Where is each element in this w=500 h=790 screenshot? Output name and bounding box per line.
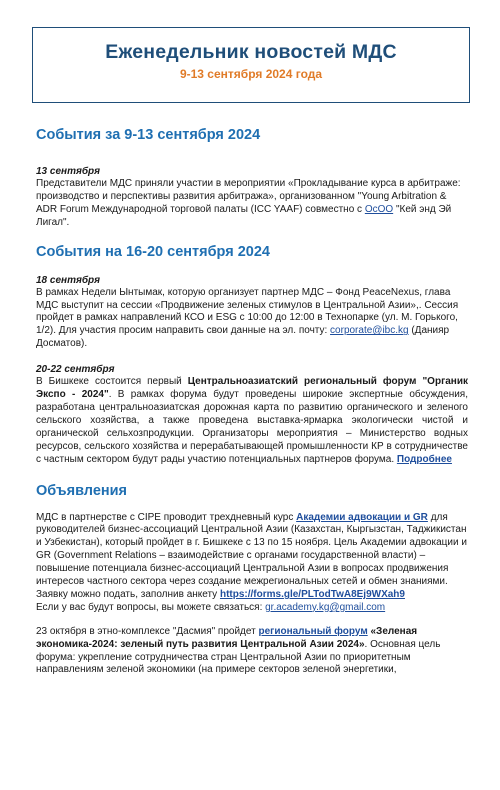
event-text-part: Представители МДС приняли участии в мероприятии «Прокладывание курса в арбитраже: производство и перспективы развития арбитража», организованном "Young Arbitration & ADR Forum Международной торговой палаты (ICC YAAF) совместно с (36, 178, 461, 215)
announcement-text (36, 512, 468, 589)
announcement-text-part: 23 октября в этно-комплексе "Дасмия" пройдет (36, 625, 259, 637)
contact-line (36, 602, 468, 615)
forum-name: Центральноазиатский региональный форум "Органик Экспо - 2024" (36, 376, 468, 401)
event-text-part: (Данияр Досматов). (36, 325, 450, 350)
event-text-part: . В рамках форума будут проведены широкие экспертные обсуждения, разработана центральноазиатская дорожная карта по развитию органического и зеленого сельского хозяйства, а также проведена выставка-ярмарка экологически чистой и органической сельхозпродукции. Организаторы мероприятия – Министерство водных ресурсов, сельского хозяйства и перерабатывающей промышленности КР в сотрудничестве с частным сектором будут рады участию потенциальных партнеров форума. (36, 389, 468, 465)
email-link[interactable]: corporate@ibc.kg (330, 325, 409, 337)
event-text-part: В Бишкеке состоится первый (36, 376, 188, 388)
event-text-part: В рамках Недели Ынтымак, которую организует партнер МДС – Фонд PeaceNexus, глава МДС выступит на сессии «Продвижение зеленых стимулов в Центральной Азии»,. Сессия пройдет в рамках направлений КСО и ESG с 10:00 до 12:00 в Технопарке (ул. М. Горького, 1/2). Для участия просим направить свои данные на эл. почту: (36, 286, 459, 337)
contact-text: Если у вас будут вопросы, вы можете связаться: (36, 601, 266, 613)
event-date: 18 сентября (36, 274, 101, 286)
contact-email-link[interactable]: gr.academy.kg@gmail.com (265, 601, 386, 613)
section-title-announcements: Объявления (36, 482, 128, 499)
event-text (36, 287, 468, 352)
event-text-part: "Кей энд Эй Лигал". (36, 203, 452, 228)
forum-title: «Зеленая экономика-2024: зеленый путь развития Центральной Азии 2024» (36, 625, 418, 650)
academy-link[interactable]: Академии адвокации и GR (296, 511, 428, 523)
announcement-text-part: для руководителей бизнес-ассоциаций Центральной Азии (Казахстан, Кыргызстан, Таджикистан и Узбекистан), который пройдет в г. Бишкеке с 13 по 15 ноября. Цель Академии адвокации и GR (Government Relations – взаимодействие с органами государственной власти) – повышение потенциала бизнес-ассоциаций Центральной Азии в вопросах продвижения интересов частного сектора через создание межрегиональных сетей и обмен знаниями. (36, 511, 467, 588)
osoo-link[interactable]: ОсОО (364, 203, 394, 215)
announcement-text-part: МДС в партнерстве с CIPE проводит трехдневный курс (36, 511, 297, 523)
event-date: 13 сентября (36, 166, 101, 177)
section-title-upcoming-events: События на 16-20 сентября 2024 (36, 243, 270, 260)
announcement-text-part: . Основная цель форума: укрепление сотрудничества стран Центральной Азии по приоритетным направлениям зеленой экономики (на примере секторов зеленой энергетики, (36, 638, 441, 676)
event-date: 20-22 сентября (36, 364, 115, 376)
apply-line (36, 589, 468, 602)
newsletter-header (32, 27, 470, 103)
event-text (36, 178, 468, 230)
section-title-past-events: События за 9-13 сентября 2024 (36, 127, 261, 143)
newsletter-content (36, 127, 468, 677)
apply-text: Заявку можно подать, заполнив анкету (36, 588, 220, 600)
newsletter-dates: 9-13 сентября 2024 года (179, 67, 323, 81)
forum-link[interactable]: региональный форум (258, 625, 368, 637)
newsletter-title: Еженедельник новостей МДС (105, 41, 397, 63)
announcement-text (36, 626, 468, 678)
form-link[interactable]: https://forms.gle/PLTodTwA8Ej9WXah9 (219, 588, 405, 600)
event-text (36, 376, 468, 466)
more-link[interactable]: Подробнее (396, 453, 452, 465)
